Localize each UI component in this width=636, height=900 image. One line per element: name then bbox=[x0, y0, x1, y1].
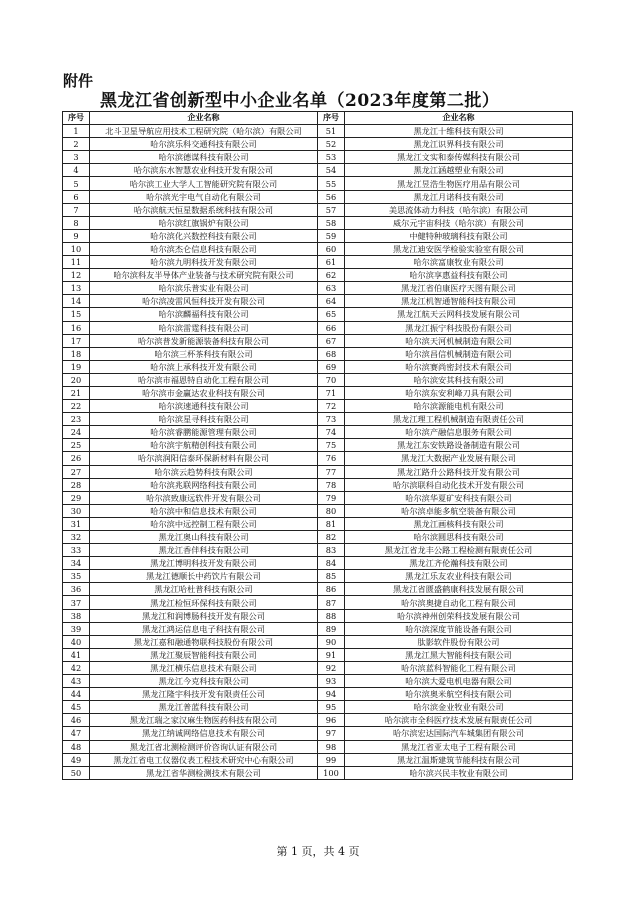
row-number: 69 bbox=[318, 360, 345, 373]
company-name: 哈尔滨神州创荣科技发展有限公司 bbox=[345, 609, 573, 622]
table-row bbox=[63, 151, 573, 164]
table-row bbox=[63, 544, 573, 557]
row-number: 68 bbox=[318, 347, 345, 360]
table-row bbox=[63, 203, 573, 216]
row-number: 18 bbox=[63, 347, 90, 360]
company-name: 黑龙江乐友农业科技有限公司 bbox=[345, 570, 573, 583]
company-name: 黑龙江隆宇科技开发有限责任公司 bbox=[90, 688, 318, 701]
company-name: 黑龙江省电工仪器仪表工程技术研究中心有限公司 bbox=[90, 753, 318, 766]
row-number: 47 bbox=[63, 727, 90, 740]
row-number: 84 bbox=[318, 557, 345, 570]
company-name: 黑龙江检恒环保科技有限公司 bbox=[90, 596, 318, 609]
row-number: 51 bbox=[318, 125, 345, 138]
table-row bbox=[63, 373, 573, 386]
company-name: 黑龙江机智通智能科技有限公司 bbox=[345, 295, 573, 308]
row-number: 26 bbox=[63, 452, 90, 465]
table-row bbox=[63, 504, 573, 517]
row-number: 58 bbox=[318, 216, 345, 229]
table-row bbox=[63, 675, 573, 688]
table-row bbox=[63, 478, 573, 491]
table-row bbox=[63, 269, 573, 282]
company-name: 哈尔滨享惠益科技有限公司 bbox=[345, 269, 573, 282]
company-name: 黑龙江涵越塑业有限公司 bbox=[345, 164, 573, 177]
company-name: 黑龙江香伴科技有限公司 bbox=[90, 544, 318, 557]
row-number: 79 bbox=[318, 491, 345, 504]
row-number: 25 bbox=[63, 439, 90, 452]
company-name: 哈尔滨东安利峰刀具有限公司 bbox=[345, 386, 573, 399]
row-number: 83 bbox=[318, 544, 345, 557]
company-name: 黑龙江哈杜普科技有限公司 bbox=[90, 583, 318, 596]
row-number: 48 bbox=[63, 740, 90, 753]
company-name: 哈尔滨天河机械制造有限公司 bbox=[345, 334, 573, 347]
row-number: 17 bbox=[63, 334, 90, 347]
row-number: 8 bbox=[63, 216, 90, 229]
company-name: 北斗卫星导航应用技术工程研究院（哈尔滨）有限公司 bbox=[90, 125, 318, 138]
table-row bbox=[63, 282, 573, 295]
table-row bbox=[63, 557, 573, 570]
table-row bbox=[63, 596, 573, 609]
header-no: 序号 bbox=[63, 112, 90, 125]
company-name: 哈尔滨中远控制工程有限公司 bbox=[90, 517, 318, 530]
company-name: 哈尔滨卓能多航空装备有限公司 bbox=[345, 504, 573, 517]
company-name: 哈尔滨市金赢达农业科技有限公司 bbox=[90, 386, 318, 399]
company-name: 哈尔滨化兴数控科技有限公司 bbox=[90, 229, 318, 242]
row-number: 46 bbox=[63, 714, 90, 727]
company-name: 哈尔滨宇航精创科技有限公司 bbox=[90, 439, 318, 452]
company-name: 黑龙江省伯康医疗天图有限公司 bbox=[345, 282, 573, 295]
row-number: 54 bbox=[318, 164, 345, 177]
row-number: 98 bbox=[318, 740, 345, 753]
company-name: 黑龙江省北测检测评价咨询认证有限公司 bbox=[90, 740, 318, 753]
header-name: 企业名称 bbox=[345, 112, 573, 125]
row-number: 64 bbox=[318, 295, 345, 308]
company-name: 黑龙江鸿运信息电子科技有限公司 bbox=[90, 622, 318, 635]
row-number: 59 bbox=[318, 229, 345, 242]
row-number: 12 bbox=[63, 269, 90, 282]
row-number: 62 bbox=[318, 269, 345, 282]
table-row bbox=[63, 609, 573, 622]
company-name: 哈尔滨奥捷自动化工程有限公司 bbox=[345, 596, 573, 609]
company-name: 黑龙江理工程机械制造有限责任公司 bbox=[345, 413, 573, 426]
row-number: 73 bbox=[318, 413, 345, 426]
company-name: 黑龙江横乐信息技术有限公司 bbox=[90, 661, 318, 674]
row-number: 16 bbox=[63, 321, 90, 334]
company-name: 哈尔滨乐科交通科技有限公司 bbox=[90, 138, 318, 151]
company-name: 黑龙江省亚太电子工程有限公司 bbox=[345, 740, 573, 753]
table-row bbox=[63, 688, 573, 701]
table-row bbox=[63, 360, 573, 373]
company-name: 哈尔滨普发新能源装备科技有限公司 bbox=[90, 334, 318, 347]
row-number: 82 bbox=[318, 531, 345, 544]
row-number: 21 bbox=[63, 386, 90, 399]
row-number: 39 bbox=[63, 622, 90, 635]
company-name: 哈尔滨致康远软件开发有限公司 bbox=[90, 491, 318, 504]
table-row bbox=[63, 517, 573, 530]
attachment-label: 附件 bbox=[63, 72, 94, 90]
row-number: 28 bbox=[63, 478, 90, 491]
company-name: 黑龙江月诺科技有限公司 bbox=[345, 190, 573, 203]
company-name: 哈尔滨德谋科技有限公司 bbox=[90, 151, 318, 164]
table-row bbox=[63, 583, 573, 596]
row-number: 76 bbox=[318, 452, 345, 465]
row-number: 15 bbox=[63, 308, 90, 321]
company-name: 哈尔滨中和信息技术有限公司 bbox=[90, 504, 318, 517]
company-name: 哈尔滨润阳信泰环保新材料有限公司 bbox=[90, 452, 318, 465]
company-name: 哈尔滨联科自动化技术开发有限公司 bbox=[345, 478, 573, 491]
row-number: 38 bbox=[63, 609, 90, 622]
company-name: 黑龙江路升公路科技开发有限公司 bbox=[345, 465, 573, 478]
company-name: 哈尔滨航天恒星数据系统科技有限公司 bbox=[90, 203, 318, 216]
company-name: 哈尔滨工业大学人工智能研究院有限公司 bbox=[90, 177, 318, 190]
row-number: 9 bbox=[63, 229, 90, 242]
row-number: 100 bbox=[318, 766, 345, 779]
row-number: 53 bbox=[318, 151, 345, 164]
row-number: 27 bbox=[63, 465, 90, 478]
company-name: 黑龙江十维科技有限公司 bbox=[345, 125, 573, 138]
row-number: 50 bbox=[63, 766, 90, 779]
row-number: 33 bbox=[63, 544, 90, 557]
row-number: 29 bbox=[63, 491, 90, 504]
row-number: 77 bbox=[318, 465, 345, 478]
row-number: 10 bbox=[63, 242, 90, 255]
row-number: 72 bbox=[318, 400, 345, 413]
table-row bbox=[63, 177, 573, 190]
row-number: 13 bbox=[63, 282, 90, 295]
table-row bbox=[63, 491, 573, 504]
company-name: 黑龙江省匮盛鹤康科技发展有限公司 bbox=[345, 583, 573, 596]
company-name: 哈尔滨睿鹏能源管理有限公司 bbox=[90, 426, 318, 439]
company-name: 黑龙江今克科技有限公司 bbox=[90, 675, 318, 688]
row-number: 4 bbox=[63, 164, 90, 177]
company-name: 黑龙江纳诚网络信息技术有限公司 bbox=[90, 727, 318, 740]
row-number: 94 bbox=[318, 688, 345, 701]
table-row bbox=[63, 465, 573, 478]
table-row bbox=[63, 452, 573, 465]
row-number: 14 bbox=[63, 295, 90, 308]
table-row bbox=[63, 714, 573, 727]
table-row bbox=[63, 125, 573, 138]
table-row bbox=[63, 216, 573, 229]
table-row bbox=[63, 661, 573, 674]
company-name: 哈尔滨光宇电气自动化有限公司 bbox=[90, 190, 318, 203]
row-number: 52 bbox=[318, 138, 345, 151]
company-name: 哈尔滨三杯茶科技有限公司 bbox=[90, 347, 318, 360]
row-number: 91 bbox=[318, 648, 345, 661]
company-name: 威尔元宇宙科技（哈尔滨）有限公司 bbox=[345, 216, 573, 229]
company-name: 哈尔滨宏达国际汽车城集团有限公司 bbox=[345, 727, 573, 740]
company-name: 哈尔滨安其科技有限公司 bbox=[345, 373, 573, 386]
company-name: 黑龙江德顺长中药饮片有限公司 bbox=[90, 570, 318, 583]
table-row bbox=[63, 701, 573, 714]
table-row bbox=[63, 439, 573, 452]
row-number: 24 bbox=[63, 426, 90, 439]
company-name: 黑龙江黑大智能科技有限公司 bbox=[345, 648, 573, 661]
table-row bbox=[63, 570, 573, 583]
company-name: 黑龙江温斯建筑节能科技有限公司 bbox=[345, 753, 573, 766]
table-row bbox=[63, 334, 573, 347]
row-number: 80 bbox=[318, 504, 345, 517]
company-name: 黑龙江博明科技开发有限公司 bbox=[90, 557, 318, 570]
row-number: 65 bbox=[318, 308, 345, 321]
company-name: 黑龙江航天云网科技发展有限公司 bbox=[345, 308, 573, 321]
table-row bbox=[63, 766, 573, 779]
table-row bbox=[63, 413, 573, 426]
company-name: 黑龙江省龙丰公路工程检测有限责任公司 bbox=[345, 544, 573, 557]
row-number: 3 bbox=[63, 151, 90, 164]
header-name: 企业名称 bbox=[90, 112, 318, 125]
company-name: 黑龙江振宁科技股份有限公司 bbox=[345, 321, 573, 334]
company-name: 哈尔滨杰仑信息科技有限公司 bbox=[90, 242, 318, 255]
table-row bbox=[63, 727, 573, 740]
row-number: 81 bbox=[318, 517, 345, 530]
row-number: 34 bbox=[63, 557, 90, 570]
company-name: 黑龙江普蓝科技有限公司 bbox=[90, 701, 318, 714]
row-number: 99 bbox=[318, 753, 345, 766]
company-name: 黑龙江聚辰智能科技有限公司 bbox=[90, 648, 318, 661]
row-number: 71 bbox=[318, 386, 345, 399]
row-number: 61 bbox=[318, 256, 345, 269]
row-number: 67 bbox=[318, 334, 345, 347]
company-name: 黑龙江东安铁路设备制造有限公司 bbox=[345, 439, 573, 452]
table-row bbox=[63, 740, 573, 753]
company-name: 哈尔滨红旗锅炉有限公司 bbox=[90, 216, 318, 229]
row-number: 78 bbox=[318, 478, 345, 491]
table-row bbox=[63, 635, 573, 648]
row-number: 40 bbox=[63, 635, 90, 648]
table-row bbox=[63, 347, 573, 360]
company-name: 黑龙江迪安医学检验实验室有限公司 bbox=[345, 242, 573, 255]
company-name: 哈尔滨奥米航空科技有限公司 bbox=[345, 688, 573, 701]
company-name: 哈尔滨市全科医疗技术发展有限责任公司 bbox=[345, 714, 573, 727]
company-name: 哈尔滨金业牧业有限公司 bbox=[345, 701, 573, 714]
company-name: 黑龙江识界科技有限公司 bbox=[345, 138, 573, 151]
company-name: 黑龙江奥山科技有限公司 bbox=[90, 531, 318, 544]
row-number: 55 bbox=[318, 177, 345, 190]
table-row bbox=[63, 426, 573, 439]
row-number: 86 bbox=[318, 583, 345, 596]
header-no: 序号 bbox=[318, 112, 345, 125]
company-name: 黑龙江齐伦瀚科技有限公司 bbox=[345, 557, 573, 570]
company-name: 黑龙江省华测检测技术有限公司 bbox=[90, 766, 318, 779]
row-number: 90 bbox=[318, 635, 345, 648]
company-name: 哈尔滨产融信息服务有限公司 bbox=[345, 426, 573, 439]
row-number: 60 bbox=[318, 242, 345, 255]
table-row bbox=[63, 308, 573, 321]
row-number: 11 bbox=[63, 256, 90, 269]
company-name: 黑龙江和润博肠科技开发有限公司 bbox=[90, 609, 318, 622]
row-number: 75 bbox=[318, 439, 345, 452]
row-number: 89 bbox=[318, 622, 345, 635]
row-number: 20 bbox=[63, 373, 90, 386]
table-header-row bbox=[63, 112, 573, 125]
company-name: 哈尔滨东水智慧农业科技开发有限公司 bbox=[90, 164, 318, 177]
row-number: 36 bbox=[63, 583, 90, 596]
company-name: 哈尔滨富康牧业有限公司 bbox=[345, 256, 573, 269]
row-number: 44 bbox=[63, 688, 90, 701]
row-number: 23 bbox=[63, 413, 90, 426]
table-row bbox=[63, 138, 573, 151]
table-row bbox=[63, 229, 573, 242]
table-row bbox=[63, 622, 573, 635]
company-name: 哈尔滨星寻科技有限公司 bbox=[90, 413, 318, 426]
company-name: 黑龙江大数据产业发展有限公司 bbox=[345, 452, 573, 465]
company-name: 哈尔滨赛尚密封技术有限公司 bbox=[345, 360, 573, 373]
company-name: 哈尔滨市福恩特自动化工程有限公司 bbox=[90, 373, 318, 386]
row-number: 96 bbox=[318, 714, 345, 727]
row-number: 41 bbox=[63, 648, 90, 661]
row-number: 97 bbox=[318, 727, 345, 740]
table-row bbox=[63, 242, 573, 255]
row-number: 42 bbox=[63, 661, 90, 674]
row-number: 63 bbox=[318, 282, 345, 295]
table-row bbox=[63, 190, 573, 203]
company-name: 哈尔滨圆思科技有限公司 bbox=[345, 531, 573, 544]
company-name: 哈尔滨蓝科智能化工程有限公司 bbox=[345, 661, 573, 674]
row-number: 43 bbox=[63, 675, 90, 688]
company-name: 哈尔滨麟福科技有限公司 bbox=[90, 308, 318, 321]
company-name: 哈尔滨昌信机械制造有限公司 bbox=[345, 347, 573, 360]
company-name: 肽影软件股份有限公司 bbox=[345, 635, 573, 648]
company-table bbox=[62, 111, 573, 780]
table-row bbox=[63, 256, 573, 269]
row-number: 31 bbox=[63, 517, 90, 530]
row-number: 7 bbox=[63, 203, 90, 216]
table-row bbox=[63, 753, 573, 766]
company-name: 哈尔滨源能电机有限公司 bbox=[345, 400, 573, 413]
row-number: 49 bbox=[63, 753, 90, 766]
company-name: 哈尔滨上承科技开发有限公司 bbox=[90, 360, 318, 373]
row-number: 32 bbox=[63, 531, 90, 544]
row-number: 2 bbox=[63, 138, 90, 151]
table-row bbox=[63, 164, 573, 177]
row-number: 6 bbox=[63, 190, 90, 203]
company-name: 哈尔滨凌雷风恒科技开发有限公司 bbox=[90, 295, 318, 308]
company-name: 哈尔滨科友半导体产业装备与技术研究院有限公司 bbox=[90, 269, 318, 282]
company-name: 哈尔滨兴民丰牧业有限公司 bbox=[345, 766, 573, 779]
row-number: 37 bbox=[63, 596, 90, 609]
row-number: 19 bbox=[63, 360, 90, 373]
row-number: 35 bbox=[63, 570, 90, 583]
page-footer: 第 1 页，共 4 页 bbox=[276, 845, 360, 858]
company-name: 黑龙江画核科技有限公司 bbox=[345, 517, 573, 530]
row-number: 70 bbox=[318, 373, 345, 386]
company-name: 中健特种玻璃科技有限公司 bbox=[345, 229, 573, 242]
row-number: 56 bbox=[318, 190, 345, 203]
company-name: 美思流体动力科技（哈尔滨）有限公司 bbox=[345, 203, 573, 216]
company-name: 哈尔滨乐普实业有限公司 bbox=[90, 282, 318, 295]
table-row bbox=[63, 295, 573, 308]
company-name: 黑龙江昱浩生物医疗用品有限公司 bbox=[345, 177, 573, 190]
row-number: 87 bbox=[318, 596, 345, 609]
company-name: 黑龙江文实和泰传媒科技有限公司 bbox=[345, 151, 573, 164]
page-title: 黑龙江省创新型中小企业名单（2023年度第二批） bbox=[100, 91, 500, 111]
table-row bbox=[63, 648, 573, 661]
company-name: 哈尔滨深度节能设备有限公司 bbox=[345, 622, 573, 635]
company-name: 哈尔滨雷霆科技有限公司 bbox=[90, 321, 318, 334]
company-name: 哈尔滨大爱电机电器有限公司 bbox=[345, 675, 573, 688]
row-number: 85 bbox=[318, 570, 345, 583]
table-row bbox=[63, 400, 573, 413]
row-number: 95 bbox=[318, 701, 345, 714]
table-row bbox=[63, 531, 573, 544]
company-name: 黑龙江嘉和融通物联科技股份有限公司 bbox=[90, 635, 318, 648]
row-number: 1 bbox=[63, 125, 90, 138]
row-number: 92 bbox=[318, 661, 345, 674]
row-number: 22 bbox=[63, 400, 90, 413]
table-row bbox=[63, 321, 573, 334]
row-number: 88 bbox=[318, 609, 345, 622]
row-number: 45 bbox=[63, 701, 90, 714]
company-name: 黑龙江瑞之家汉麻生物医药科技有限公司 bbox=[90, 714, 318, 727]
company-name: 哈尔滨速通科技有限公司 bbox=[90, 400, 318, 413]
company-name: 哈尔滨兆联网络科技有限公司 bbox=[90, 478, 318, 491]
company-name: 哈尔滨华夏矿安科技有限公司 bbox=[345, 491, 573, 504]
row-number: 57 bbox=[318, 203, 345, 216]
table-row bbox=[63, 386, 573, 399]
row-number: 30 bbox=[63, 504, 90, 517]
company-name: 哈尔滨云趋势科技有限公司 bbox=[90, 465, 318, 478]
row-number: 66 bbox=[318, 321, 345, 334]
row-number: 5 bbox=[63, 177, 90, 190]
row-number: 74 bbox=[318, 426, 345, 439]
row-number: 93 bbox=[318, 675, 345, 688]
company-name: 哈尔滨九明科技开发有限公司 bbox=[90, 256, 318, 269]
